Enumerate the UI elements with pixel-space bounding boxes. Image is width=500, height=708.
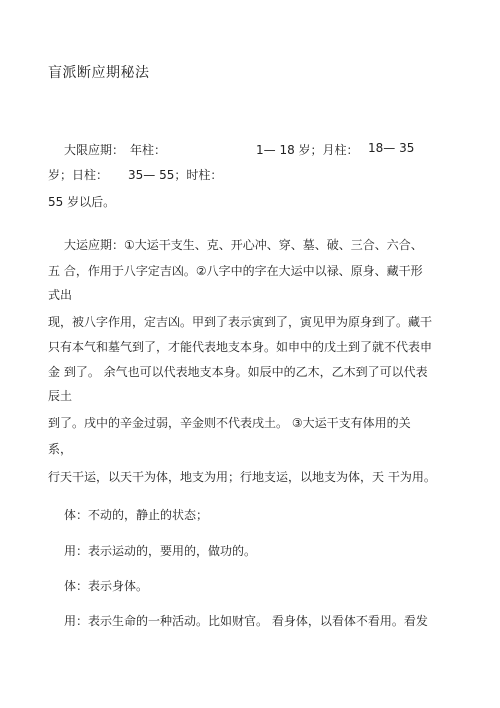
day-pillar-label: 岁；日柱：	[48, 168, 109, 182]
month-pillar-label: 1— 18 岁；月柱：	[256, 143, 359, 157]
page-title: 盲派断应期秘法	[48, 65, 150, 81]
after-55-text: 55 岁以后。	[48, 195, 116, 209]
hour-pillar-label: 35— 55；时柱：	[128, 168, 223, 182]
paragraph-line: 金 到了。 余气也可以代表地支本身。如辰中的乙木，乙木到了可以代表	[48, 365, 428, 379]
paragraph-line: 辰土	[48, 389, 73, 403]
paragraph-line: 到了。戌中的辛金过弱，辛金则不代表戌土。 ③大运干支有体用的关	[48, 416, 411, 430]
daxian-label: 大限应期：	[64, 143, 125, 157]
paragraph-line: 式出	[48, 288, 73, 302]
list-item: 用：表示生命的一种活动。比如财官。 看身体，以看体不看用。看发	[64, 614, 428, 628]
list-item: 体：表示身体。	[64, 579, 149, 593]
paragraph-line: 五 合，作用于八字定吉凶。②八字中的字在大运中以禄、原身、藏干形	[48, 264, 423, 278]
paragraph-line: 系，	[48, 442, 73, 456]
list-item: 体：不动的，静止的状态；	[64, 508, 209, 522]
paragraph-line: 现，被八字作用，定吉凶。甲到了表示寅到了，寅见甲为原身到了。藏干	[48, 315, 433, 329]
list-item: 用：表示运动的，要用的，做功的。	[64, 544, 257, 558]
year-pillar-label: 年柱：	[130, 143, 167, 157]
paragraph-line: 大运应期：①大运干支生、克、开心冲、穿、墓、破、三合、六合、	[64, 238, 423, 252]
age-range-text: 18— 35	[368, 141, 415, 155]
paragraph-line: 行天干运，以天干为体，地支为用；行地支运，以地支为体，天 干为用。	[48, 470, 436, 484]
paragraph-line: 只有本气和墓气到了，才能代表地支本身。如申中的戊土到了就不代表申	[48, 340, 433, 354]
